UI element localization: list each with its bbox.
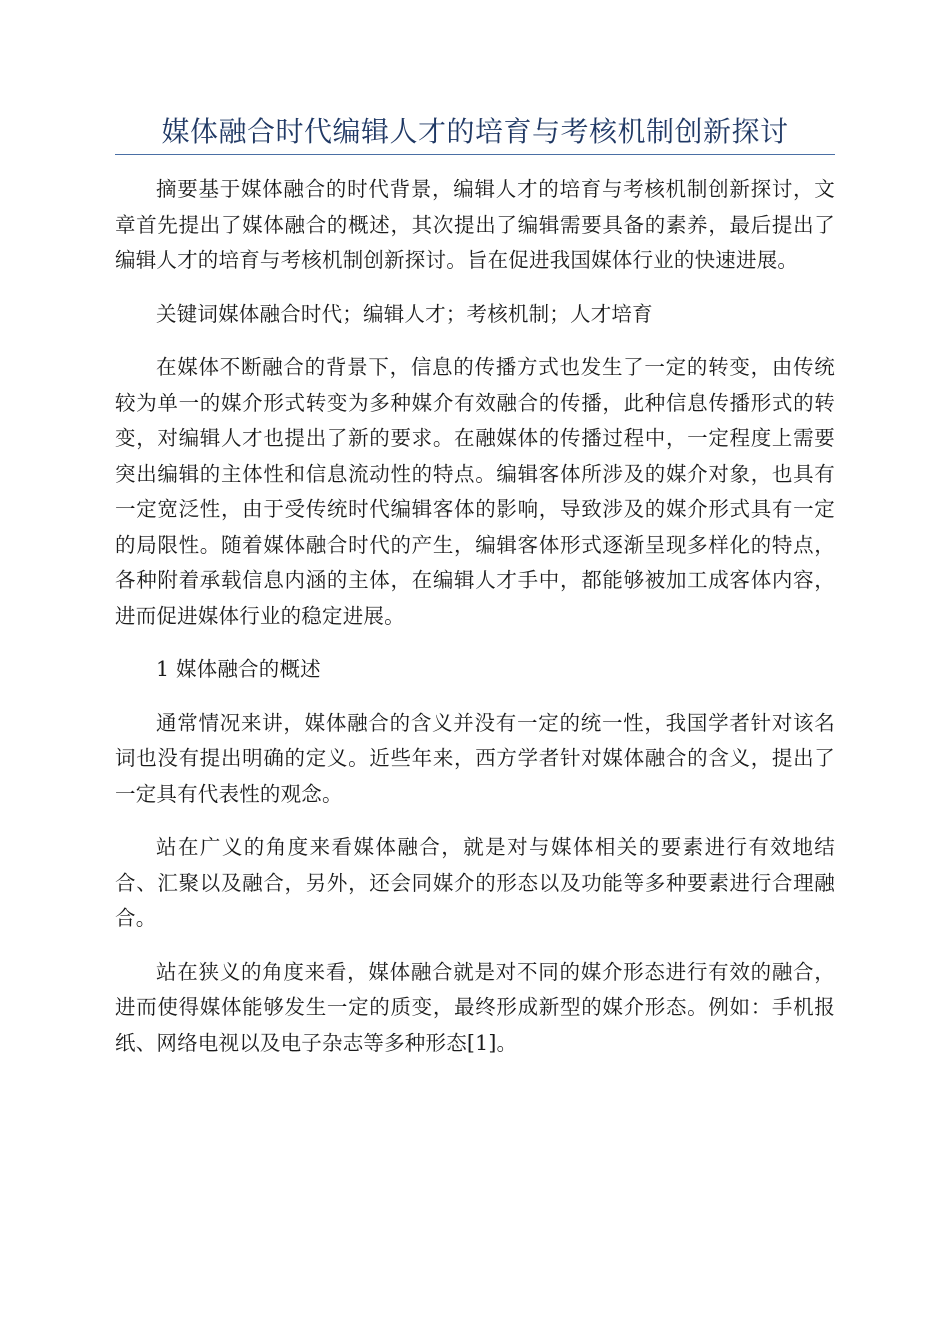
keywords-paragraph: 关键词媒体融合时代；编辑人才；考核机制；人才培育 xyxy=(156,301,653,326)
document-body xyxy=(115,172,835,1079)
intro-paragraph: 在媒体不断融合的背景下，信息的传播方式也发生了一定的转变，由传统较为单一的媒介形式转变为多种媒介有效融合的传播，此种信息传播形式的转变，对编辑人才也提出了新的要求。在融媒体的传播过程中，一定程度上需要突出编辑的主体性和信息流动性的特点。编辑客体所涉及的媒介对象，也具有一定宽泛性，由于受传统时代编辑客体的影响，导致涉及的媒介形式具有一定的局限性。随着媒体融合时代的产生，编辑客体形式逐渐呈现多样化的特点，各种附着承载信息内涵的主体，在编辑人才手中，都能够被加工成客体内容，进而促进媒体行业的稳定进展。 xyxy=(115,355,835,628)
title-underline xyxy=(115,154,835,155)
body-paragraph: 站在广义的角度来看媒体融合，就是对与媒体相关的要素进行有效地结合、汇聚以及融合，另外，还会同媒介的形态以及功能等多种要素进行合理融合。 xyxy=(115,835,835,930)
document-title: 媒体融合时代编辑人才的培育与考核机制创新探讨 xyxy=(161,115,789,148)
body-paragraph: 通常情况来讲，媒体融合的含义并没有一定的统一性，我国学者针对该名词也没有提出明确的定义。近些年来，西方学者针对媒体融合的含义，提出了一定具有代表性的观念。 xyxy=(115,710,835,806)
body-paragraph: 站在狭义的角度来看，媒体融合就是对不同的媒介形态进行有效的融合，进而使得媒体能够发生一定的质变，最终形成新型的媒介形态。例如：手机报纸、网络电视以及电子杂志等多种形态[1]。 xyxy=(115,959,835,1055)
abstract-paragraph: 摘要基于媒体融合的时代背景，编辑人才的培育与考核机制创新探讨，文章首先提出了媒体融合的概述，其次提出了编辑需要具备的素养，最后提出了编辑人才的培育与考核机制创新探讨。旨在促进我国媒体行业的快速进展。 xyxy=(115,177,835,272)
section-heading: 1 媒体融合的概述 xyxy=(156,657,321,681)
